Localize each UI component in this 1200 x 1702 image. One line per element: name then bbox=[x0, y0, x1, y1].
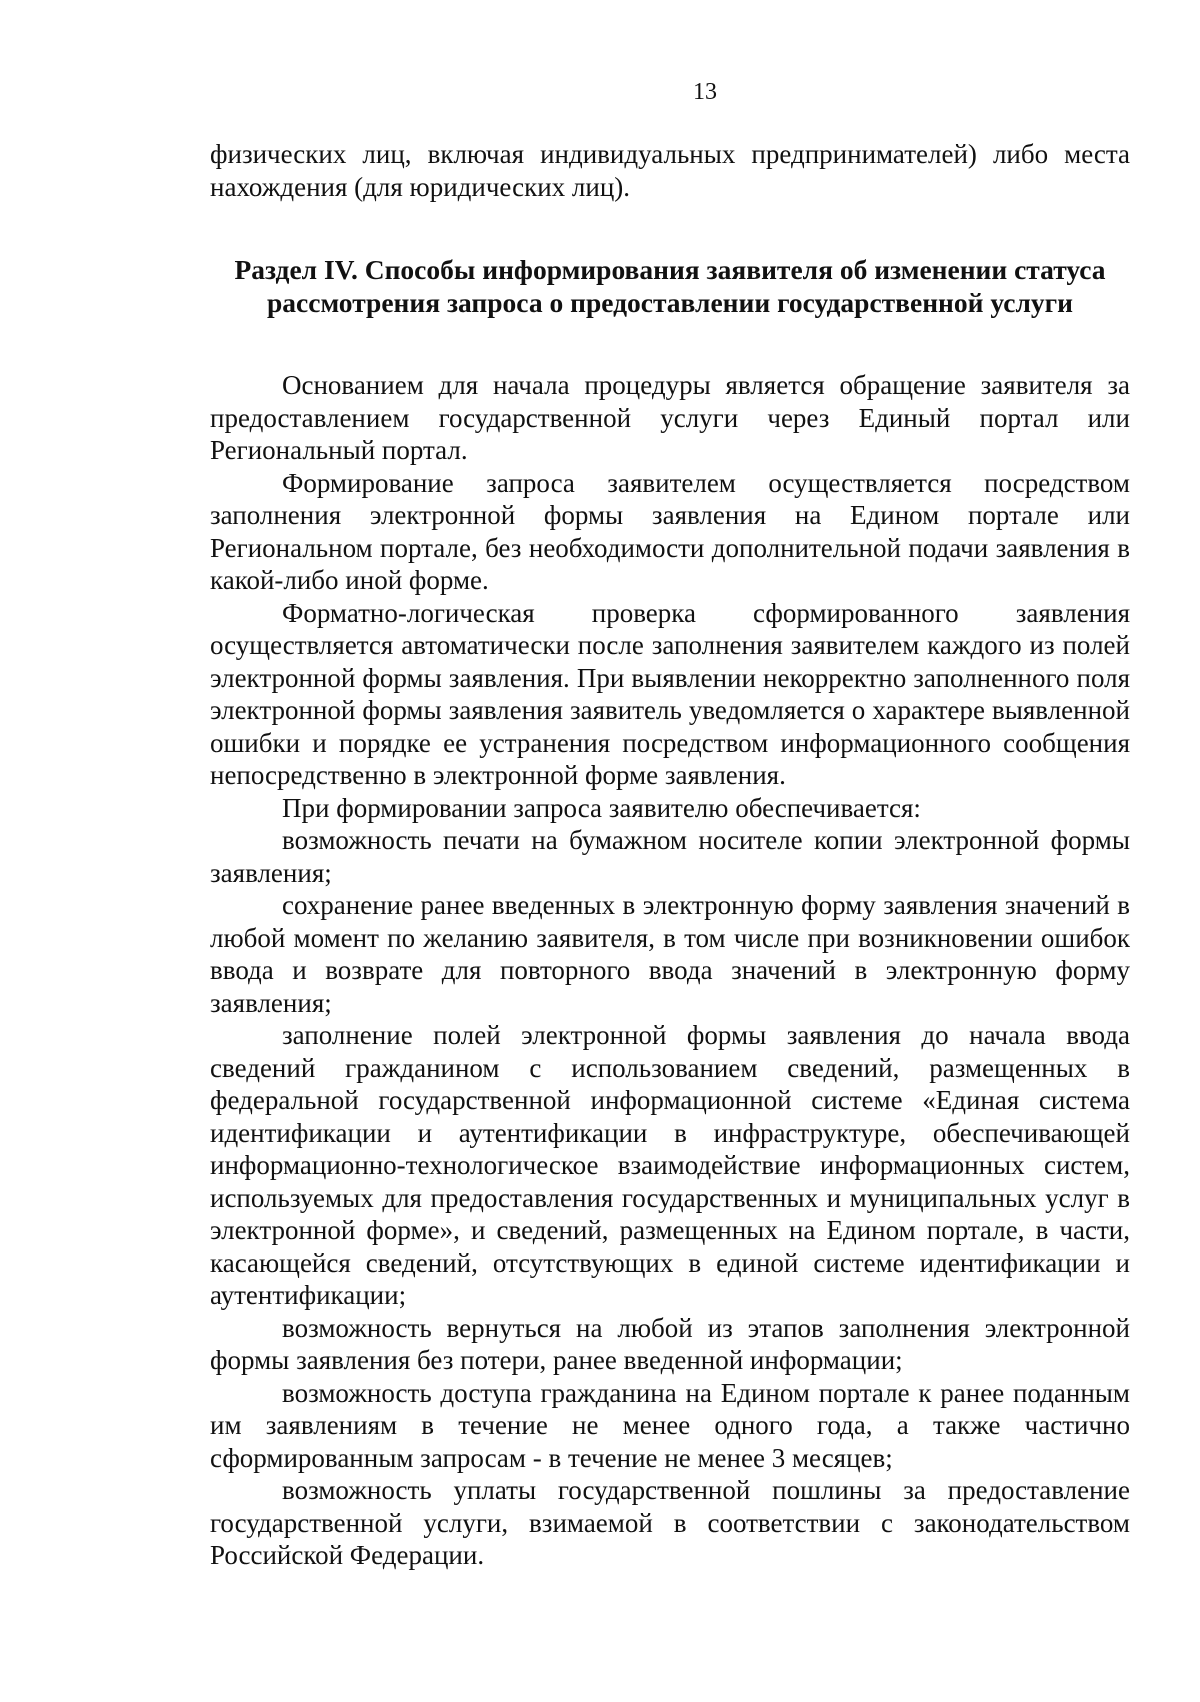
section-heading-line-1: Раздел IV. Способы информирования заявителя об изменении статуса bbox=[234, 254, 1106, 285]
document-body bbox=[210, 138, 1130, 1572]
list-item: заполнение полей электронной формы заявления до начала ввода сведений гражданином с использованием сведений, размещенных в федеральной государственной информационной системе «Единая система идентификации и аутентификации в инфраструктуре, обеспечивающей информационно-технологическое взаимодействие информационных систем, используемых для предоставления государственных и муниципальных услуг в электронной форме», и сведений, размещенных на Едином портале, в части, касающейся сведений, отсутствующих в единой системе идентификации и аутентификации; bbox=[210, 1020, 1130, 1310]
paragraph: Формирование запроса заявителем осуществляется посредством заполнения электронной формы заявления на Едином портале или Региональном портале, без необходимости дополнительной подачи заявления в какой-либо иной форме. bbox=[210, 467, 1130, 595]
list-item: возможность вернуться на любой из этапов заполнения электронной формы заявления без потери, ранее введенной информации; bbox=[210, 1312, 1130, 1375]
paragraph: При формировании запроса заявителю обеспечивается: bbox=[282, 792, 921, 823]
page-number: 13 bbox=[693, 79, 717, 105]
paragraph: Основанием для начала процедуры является обращение заявителя за предоставлением государственной услуги через Единый портал или Региональный портал. bbox=[210, 370, 1130, 465]
list-item: возможность доступа гражданина на Едином портале к ранее поданным им заявлениям в течение не менее одного года, а также частично сформированным запросам - в течение не менее 3 месяцев; bbox=[210, 1377, 1130, 1473]
list-item: возможность уплаты государственной пошлины за предоставление государственной услуги, взимаемой в соответствии с законодательством Российской Федерации. bbox=[210, 1475, 1130, 1570]
section-heading-line-2: рассмотрения запроса о предоставлении государственной услуги bbox=[266, 287, 1073, 318]
section-heading bbox=[210, 253, 1130, 319]
paragraph: Форматно-логическая проверка сформированного заявления осуществляется автоматически после заполнения заявителем каждого из полей электронной формы заявления. При выявлении некорректно заполненного поля электронной формы заявления заявитель уведомляется о характере выявленной ошибки и порядке ее устранения посредством информационного сообщения непосредственно в электронной форме заявления. bbox=[210, 597, 1130, 790]
intro-paragraph: физических лиц, включая индивидуальных предпринимателей) либо места нахождения (для юридических лиц). bbox=[210, 139, 1130, 202]
list-item: сохранение ранее введенных в электронную форму заявления значений в любой момент по желанию заявителя, в том числе при возникновении ошибок ввода и возврате для повторного ввода значений в электронную форму заявления; bbox=[210, 890, 1130, 1018]
list-item: возможность печати на бумажном носителе копии электронной формы заявления; bbox=[210, 825, 1130, 888]
